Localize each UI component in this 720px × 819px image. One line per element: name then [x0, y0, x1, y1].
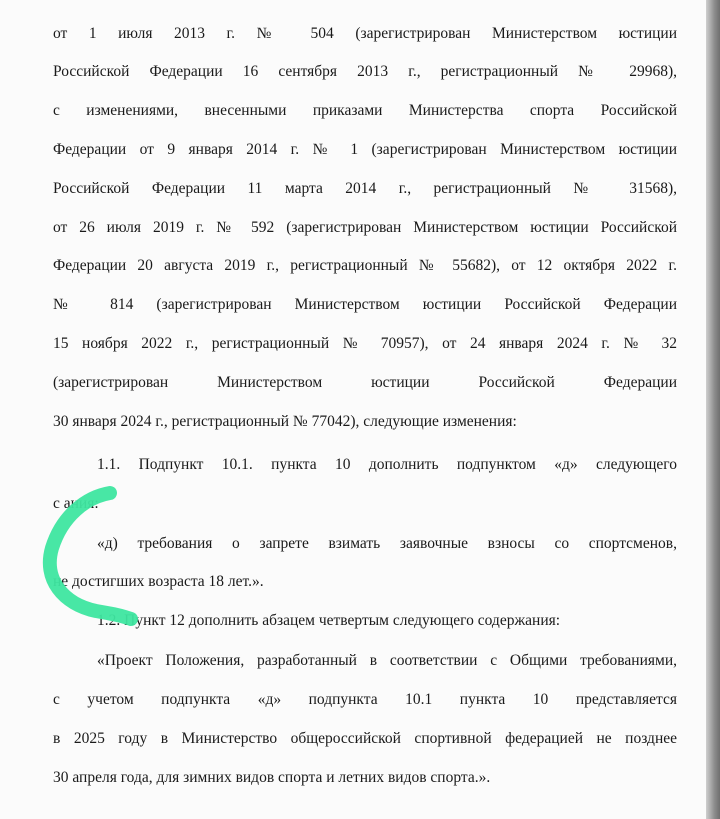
document-line: не достигших возраста 18 лет.». — [53, 573, 264, 590]
document-line: Российской Федерации 11 марта 2014 г., регистрационный № 31568), — [53, 180, 677, 197]
document-line: от 26 июля 2019 г. № 592 (зарегистрирован Министерством юстиции Российской — [53, 219, 677, 236]
document-line: с изменениями, внесенными приказами Министерства спорта Российской — [53, 102, 677, 119]
document-line: с учетом подпункта «д» подпункта 10.1 пункта 10 представляется — [53, 691, 677, 708]
document-line: (зарегистрирован Министерством юстиции Российской Федерации — [53, 374, 677, 391]
document-line: от 1 июля 2013 г. № 504 (зарегистрирован Министерством юстиции — [53, 25, 677, 42]
document-line: с ания: — [53, 495, 99, 512]
document-line: 15 ноября 2022 г., регистрационный № 70957), от 24 января 2024 г. № 32 — [53, 335, 677, 352]
document-line: Российской Федерации 16 сентября 2013 г., регистрационный № 29968), — [53, 63, 677, 80]
document-line: 30 января 2024 г., регистрационный № 77042), следующие изменения: — [53, 413, 517, 430]
document-line: 1.1. Подпункт 10.1. пункта 10 дополнить подпунктом «д» следующего — [97, 456, 677, 473]
document-line: 1.2. Пункт 12 дополнить абзацем четвертым следующего содержания: — [97, 612, 561, 629]
document-line: «Проект Положения, разработанный в соответствии с Общими требованиями, — [97, 652, 677, 669]
page-edge-shadow — [706, 0, 720, 819]
document-line: Федерации от 9 января 2014 г. № 1 (зарегистрирован Министерством юстиции — [53, 141, 677, 158]
document-line: в 2025 году в Министерство общероссийской спортивной федерацией не позднее — [53, 730, 677, 747]
document-line: «д) требования о запрете взимать заявочные взносы со спортсменов, — [97, 535, 677, 552]
document-line: № 814 (зарегистрирован Министерством юстиции Российской Федерации — [53, 296, 677, 313]
document-line: Федерации 20 августа 2019 г., регистрационный № 55682), от 12 октября 2022 г. — [53, 257, 677, 274]
document-line: 30 апреля года, для зимних видов спорта и летних видов спорта.». — [53, 769, 491, 786]
